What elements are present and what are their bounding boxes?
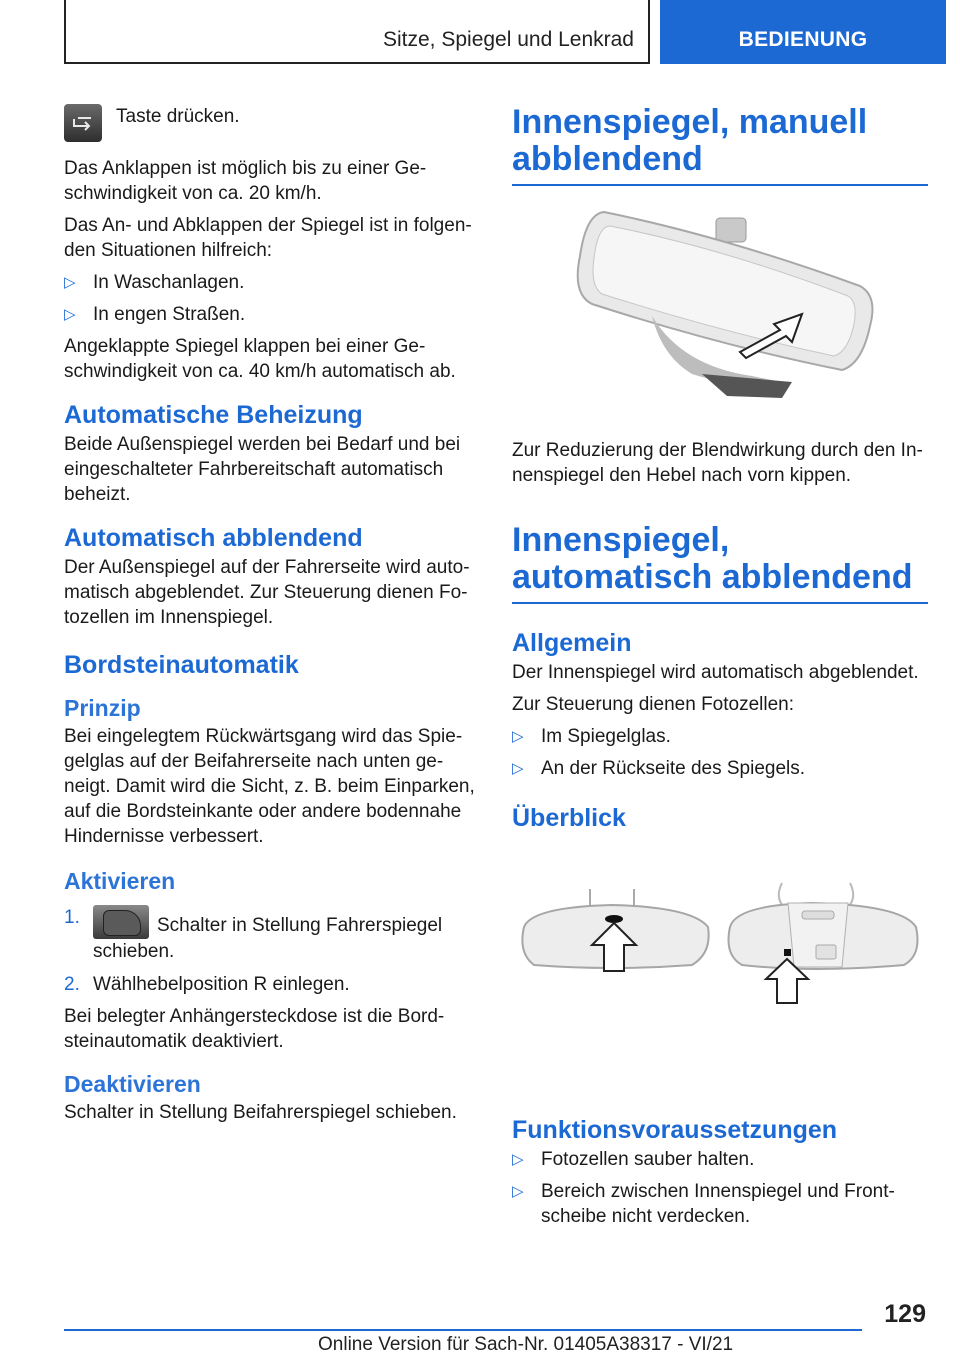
heading-deactivate: Deaktivieren (64, 1071, 201, 1097)
paragraph-auto-unfold: Angeklappte Spiegel klappen bei einer Geschwindigkeit von ca. 40 km/h automatisch ab. (64, 336, 456, 382)
header-section-title: Sitze, Spiegel und Lenkrad (382, 28, 634, 51)
heading-principle: Prinzip (64, 695, 141, 721)
paragraph-manual-dimming: Zur Reduzierung der Blendwirkung durch den Innenspiegel den Hebel nach vorn kippen. (512, 440, 923, 486)
situations-list (64, 270, 478, 327)
list-item: ▷ Bereich zwischen Innenspiegel und Frontscheibe nicht verdecken. (512, 1181, 895, 1227)
mirror-fold-button-icon (64, 104, 102, 142)
footer-divider (64, 1329, 862, 1331)
requirements-list (512, 1147, 928, 1229)
paragraph-fold-situations: Das An- und Abklappen der Spiegel ist in folgenden Situationen hilfreich: (64, 215, 472, 261)
list-item: ▷ In Waschanlagen. (64, 272, 245, 293)
heading-requirements: Funktionsvoraussetzungen (512, 1116, 838, 1144)
footer-online-version: Online Version für Sach-Nr. 01405A38317 - VI/21 (318, 1334, 734, 1355)
heading-general: Allgemein (512, 629, 632, 657)
heading-overview: Überblick (512, 804, 626, 832)
header-chapter-tab (660, 0, 946, 64)
list-item: 2. Wählhebelposition R einlegen. (64, 974, 350, 995)
list-item: ▷ Fotozellen sauber halten. (512, 1149, 755, 1170)
paragraph-auto-dimming: Der Außenspiegel auf der Fahrerseite wird automatisch abgeblendet. Zur Steuerung dienen Fotozellen im Innenspiegel. (64, 557, 470, 628)
list-item: ▷ Im Spiegelglas. (512, 726, 671, 747)
paragraph-fold-speed: Das Anklappen ist möglich bis zu einer Geschwindigkeit von ca. 20 km/h. (64, 158, 427, 204)
key-instruction-text: Taste drücken. (116, 106, 240, 127)
bullet-triangle-icon: ▷ (512, 1151, 524, 1168)
key-instruction (64, 104, 478, 142)
photocell-illustration (512, 849, 928, 1109)
bullet-triangle-icon: ▷ (64, 274, 76, 291)
paragraph-general-2: Zur Steuerung dienen Fotozellen: (512, 694, 795, 715)
heading-curb-function: Bordsteinautomatik (64, 651, 299, 679)
heading-auto-dimming: Automatisch abblendend (64, 524, 363, 552)
left-column (64, 104, 478, 1132)
right-column (512, 104, 928, 1236)
bullet-triangle-icon: ▷ (64, 306, 76, 323)
header-chapter-label: BEDIENUNG (738, 28, 868, 51)
list-item: ▷ In engen Straßen. (64, 304, 246, 325)
photocell-list (512, 724, 928, 781)
mirror-switch-icon (93, 905, 149, 939)
paragraph-trailer-note: Bei belegter Anhängersteckdose ist die Bordsteinautomatik deaktiviert. (64, 1006, 445, 1052)
header-section-box (64, 0, 650, 64)
page-number: 129 (884, 1300, 926, 1328)
bullet-triangle-icon: ▷ (512, 728, 524, 745)
list-item: ▷ An der Rückseite des Spiegels. (512, 758, 806, 779)
paragraph-heating: Beide Außenspiegel werden bei Bedarf und bei eingeschalteter Fahrbereitschaft automatisch beheizt. (64, 434, 461, 505)
manual-mirror-illustration (512, 206, 928, 438)
heading-activate: Aktivieren (64, 868, 176, 894)
list-item: 1. Schalter in Stellung Fahrerspiegel schieben. (64, 907, 443, 962)
heading-manual-dimming: Innenspiegel, manuell abblendend (512, 104, 928, 186)
paragraph-deactivate: Schalter in Stellung Beifahrerspiegel schieben. (64, 1102, 457, 1123)
paragraph-principle: Bei eingelegtem Rückwärtsgang wird das Spiegelglas auf der Beifahrerseite nach unten geneigt. Damit wird die Sicht, z. B. beim Einparken, auf die Bordsteinkante oder andere bodennahe Hindernisse verbessert. (64, 726, 475, 847)
heading-auto-inner-mirror: Innenspiegel, automatisch abblendend (512, 522, 928, 604)
bullet-triangle-icon: ▷ (512, 760, 524, 777)
heading-heating: Automatische Beheizung (64, 401, 363, 429)
paragraph-general-1: Der Innenspiegel wird automatisch abgeblendet. (512, 662, 919, 683)
bullet-triangle-icon: ▷ (512, 1183, 524, 1200)
activate-steps (64, 905, 478, 997)
